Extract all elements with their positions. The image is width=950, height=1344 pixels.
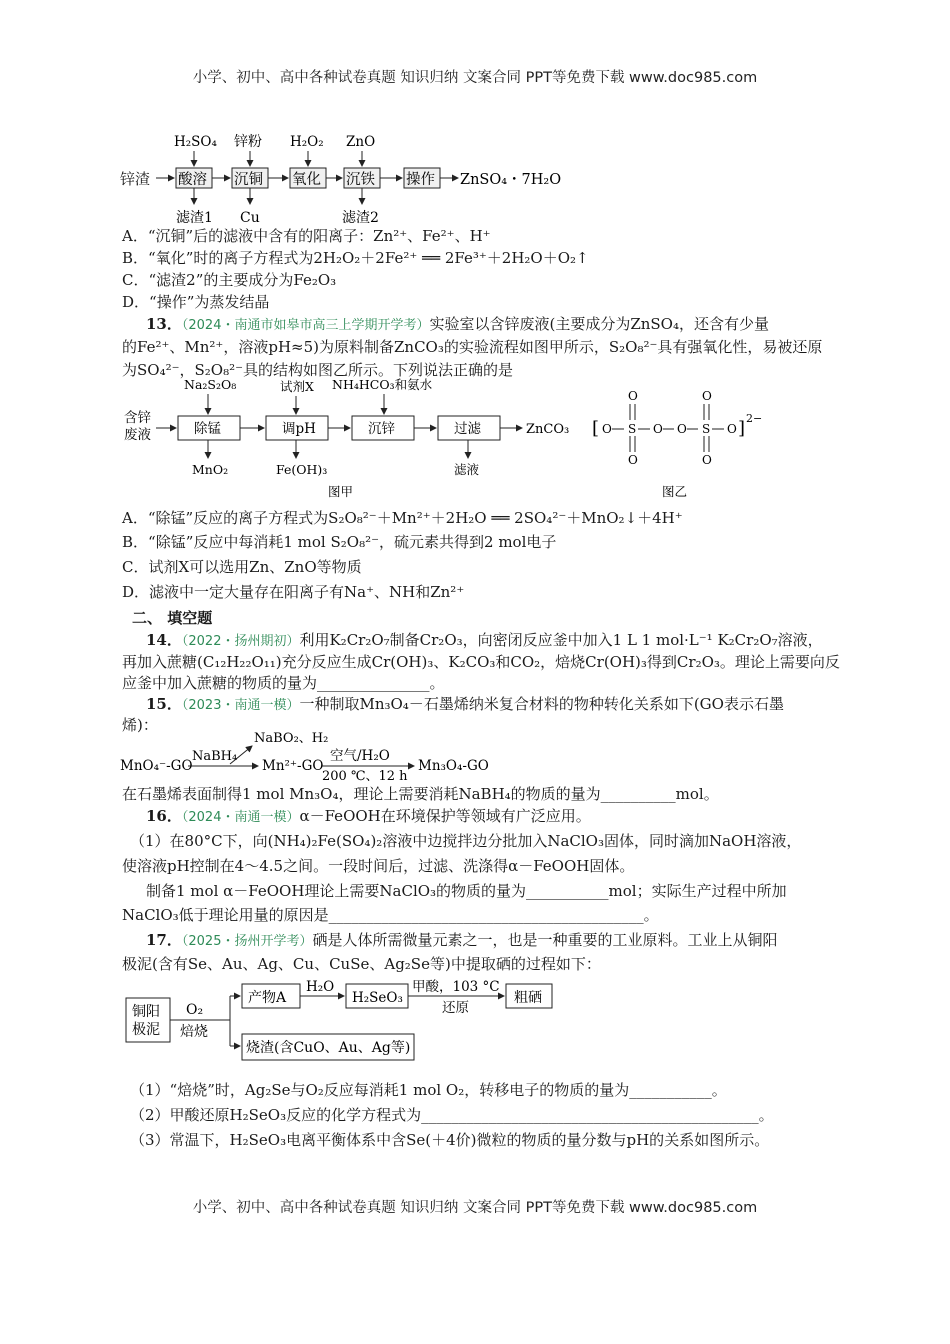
- q17-flow-diagram: [118, 976, 568, 1068]
- flow2-reagent-2: NH₄HCO₃和氨水: [332, 377, 433, 392]
- q13-text1: 实验室以含锌废液(主要成分为ZnSO₄，还含有少量: [429, 315, 769, 333]
- q17-h2o: H₂O: [306, 979, 335, 995]
- q14-line3: 应釜中加入蔗糖的物质的量为_______________。: [122, 674, 445, 692]
- q17-source: （2025・扬州开学考）: [181, 934, 313, 949]
- q17-start-2: 极泥: [132, 1022, 160, 1038]
- flow2-product: ZnCO₃: [526, 422, 570, 437]
- q15-number: 15．: [146, 695, 182, 713]
- struct-o-4: O: [727, 422, 737, 436]
- q17-crude: 粗硒: [514, 990, 542, 1006]
- bracket-left: [: [592, 418, 600, 439]
- flow2-start-2: 废液: [124, 427, 151, 443]
- q15-scheme-bottom2: 200 ℃、12 h: [322, 769, 408, 784]
- flow1-box-3: 沉铁: [346, 172, 375, 188]
- q17-h2seo3: H₂SeO₃: [352, 990, 403, 1006]
- q17-prodA: 产物A: [248, 990, 287, 1006]
- q13-line3: 为SO₄²⁻，S₂O₈²⁻具的结构如图乙所示。下列说法正确的是: [122, 361, 514, 379]
- flow1-box-2: 氧化: [292, 172, 321, 188]
- q17-start-1: 铜阳: [132, 1004, 160, 1020]
- q17-formic: 甲酸，103 °C: [412, 979, 500, 995]
- q16-source: （2024・南通一模）: [181, 810, 300, 825]
- q17-roast: 焙烧: [180, 1024, 208, 1040]
- q14-source: （2022・扬州期初）: [181, 634, 300, 649]
- q15-scheme-side: NaBO₂、H₂: [254, 731, 329, 746]
- flow2-reagent-1: 试剂X: [280, 379, 314, 394]
- flow2-bottom-2: 滤液: [454, 462, 480, 477]
- q17-text1: 硒是人体所需微量元素之一，也是一种重要的工业原料。工业上从铜阳: [312, 931, 778, 949]
- flow1-start: 锌渣: [120, 170, 151, 188]
- q13-line1: [146, 314, 769, 336]
- flow1-box-4: 操作: [406, 172, 435, 188]
- flow1-bottom-1: Cu: [240, 210, 260, 226]
- flow1-reagent-3: ZnO: [346, 134, 376, 150]
- struct-o-bot-2: O: [702, 453, 712, 467]
- q16-line5: NaClO₃低于理论用量的原因是__________________________________________。: [122, 906, 659, 924]
- q13-option-a: A．“除锰”反应的离子方程式为S₂O₈²⁻＋Mn²⁺＋2H₂O ══ 2SO₄²⁻＋MnO₂↓＋4H⁺: [122, 509, 683, 527]
- q14-number: 14．: [146, 631, 182, 649]
- q12-option-d: D．“操作”为蒸发结晶: [122, 293, 270, 311]
- q16-line1: [146, 806, 591, 828]
- flow1-box-0: 酸溶: [178, 172, 207, 188]
- struct-caption: 图乙: [662, 484, 688, 499]
- q13-source: （2024・南通市如皋市高三上学期开学考）: [181, 318, 430, 333]
- struct-o-top-1: O: [628, 389, 638, 403]
- flow1-box-1: 沉铜: [234, 172, 263, 188]
- flow2-box-1: 调pH: [282, 421, 316, 437]
- flow-diagram-zinc-slag: [118, 128, 588, 226]
- flow1-reagent-2: H₂O₂: [290, 134, 324, 150]
- struct-o-2: O: [653, 422, 663, 436]
- flow1-bottom-0: 滤渣1: [176, 210, 213, 226]
- q13-number: 13．: [146, 315, 182, 333]
- flow-diagram-jia: [118, 376, 588, 502]
- flow2-start-1: 含锌: [124, 410, 151, 426]
- flow2-bottom-1: Fe(OH)₃: [276, 462, 328, 477]
- q15-source: （2023・南通一模）: [181, 698, 300, 713]
- q17-reduce: 还原: [442, 1000, 469, 1016]
- flow2-reagent-0: Na₂S₂O₈: [184, 377, 237, 392]
- flow2-box-3: 过滤: [454, 421, 481, 437]
- struct-charge: 2−: [746, 412, 763, 425]
- struct-s-1: S: [628, 422, 637, 436]
- flow1-bottom-2: 滤渣2: [342, 210, 379, 226]
- q12-option-c: C．“滤渣2”的主要成分为Fe₂O₃: [122, 271, 337, 289]
- s2o8-structure-diagram: [590, 388, 790, 502]
- q13-line2: 的Fe²⁺、Mn²⁺，溶液pH≈5)为原料制备ZnCO₃的实验流程如图甲所示，S₂O₈²⁻具有强氧化性，易被还原: [122, 338, 823, 356]
- q15-scheme-b: Mn²⁺-GO: [262, 758, 324, 774]
- q14-text1: 利用K₂Cr₂O₇制备Cr₂O₃，向密闭反应釜中加入1 L 1 mol·L⁻¹ K₂Cr₂O₇溶液，: [299, 631, 823, 649]
- q15-line3: 在石墨烯表面制得1 mol Mn₃O₄，理论上需要消耗NaBH₄的物质的量为__________mol。: [122, 785, 719, 803]
- q15-line2: 烯)：: [122, 716, 158, 734]
- q16-line2: （1）在80°C下，向(NH₄)₂Fe(SO₄)₂溶液中边搅拌边分批加入NaClO₃固体，同时滴加NaOH溶液，: [130, 832, 802, 850]
- q13-option-d: D．滤液中一定大量存在阳离子有Na⁺、NH和Zn²⁺: [122, 583, 465, 601]
- flow2-caption: 图甲: [328, 484, 354, 499]
- flow2-bottom-0: MnO₂: [192, 462, 229, 477]
- bracket-right: ]: [738, 418, 746, 439]
- q13-option-b: B．“除锰”反应中每消耗1 mol S₂O₈²⁻，硫元素共得到2 mol电子: [122, 533, 557, 551]
- section-title-fill-blank: 二、 填空题: [132, 609, 213, 627]
- q15-line1: [146, 694, 784, 716]
- flow1-reagent-1: 锌粉: [234, 134, 262, 150]
- q16-text1: α－FeOOH在环境保护等领域有广泛应用。: [299, 807, 591, 825]
- q15-scheme-nabh4: NaBH₄: [192, 749, 238, 764]
- q13-option-c: C．试剂X可以选用Zn、ZnO等物质: [122, 558, 362, 576]
- q17-part3: （3）常温下，H₂SeO₃电离平衡体系中含Se(＋4价)微粒的物质的量分数与pH的关系如图所示。: [130, 1131, 770, 1149]
- flow1-product: ZnSO₄・7H₂O: [460, 172, 562, 188]
- struct-o-bot-1: O: [628, 453, 638, 467]
- struct-o-3: O: [677, 422, 687, 436]
- q12-option-a: A．“沉铜”后的滤液中含有的阳离子：Zn²⁺、Fe²⁺、H⁺: [122, 227, 491, 245]
- q17-o2: O₂: [186, 1002, 204, 1018]
- q16-number: 16．: [146, 807, 182, 825]
- q15-scheme-a: MnO₄⁻-GO: [120, 758, 193, 774]
- q15-text1: 一种制取Mn₃O₄－石墨烯纳米复合材料的物种转化关系如下(GO表示石墨: [299, 695, 784, 713]
- q17-part1: （1）“焙烧”时，Ag₂Se与O₂反应每消耗1 mol O₂，转移电子的物质的量为___________。: [130, 1081, 727, 1099]
- q16-line3: 使溶液pH控制在4～4.5之间。一段时间后，过滤、洗涤得α－FeOOH固体。: [122, 857, 635, 875]
- struct-s-2: S: [702, 422, 711, 436]
- q12-option-b: B．“氧化”时的离子方程式为2H₂O₂＋2Fe²⁺ ══ 2Fe³⁺＋2H₂O＋O₂↑: [122, 249, 589, 267]
- page-footer: 小学、初中、高中各种试卷真题 知识归纳 文案合同 PPT等免费下载 www.doc985.com: [192, 1200, 758, 1216]
- flow2-box-2: 沉锌: [368, 421, 395, 437]
- q17-line2: 极泥(含有Se、Au、Ag、Cu、CuSe、Ag₂Se等)中提取硒的过程如下：: [122, 955, 601, 973]
- q17-part2: （2）甲酸还原H₂SeO₃反应的化学方程式为_____________________________________________。: [130, 1106, 774, 1124]
- q14-line2: 再加入蔗糖(C₁₂H₂₂O₁₁)充分反应生成Cr(OH)₃、K₂CO₃和CO₂，焙烧Cr(OH)₃得到Cr₂O₃。理论上需要向反: [122, 653, 840, 671]
- q15-scheme-c: Mn₃O₄-GO: [418, 758, 489, 774]
- q17-number: 17．: [146, 931, 182, 949]
- flow1-reagent-0: H₂SO₄: [174, 134, 217, 150]
- struct-o-1: O: [602, 422, 612, 436]
- q17-line1: [146, 930, 777, 952]
- q14-line1: [146, 630, 823, 652]
- q15-scheme-top2: 空气/H₂O: [330, 748, 390, 764]
- q15-scheme: [118, 726, 518, 784]
- flow2-box-0: 除锰: [194, 421, 221, 437]
- struct-o-top-2: O: [702, 389, 712, 403]
- q16-line4: 制备1 mol α－FeOOH理论上需要NaClO₃的物质的量为___________mol；实际生产过程中所加: [146, 882, 787, 900]
- page-header: 小学、初中、高中各种试卷真题 知识归纳 文案合同 PPT等免费下载 www.doc985.com: [192, 70, 758, 86]
- q17-slag: 烧渣(含CuO、Au、Ag等): [246, 1040, 411, 1056]
